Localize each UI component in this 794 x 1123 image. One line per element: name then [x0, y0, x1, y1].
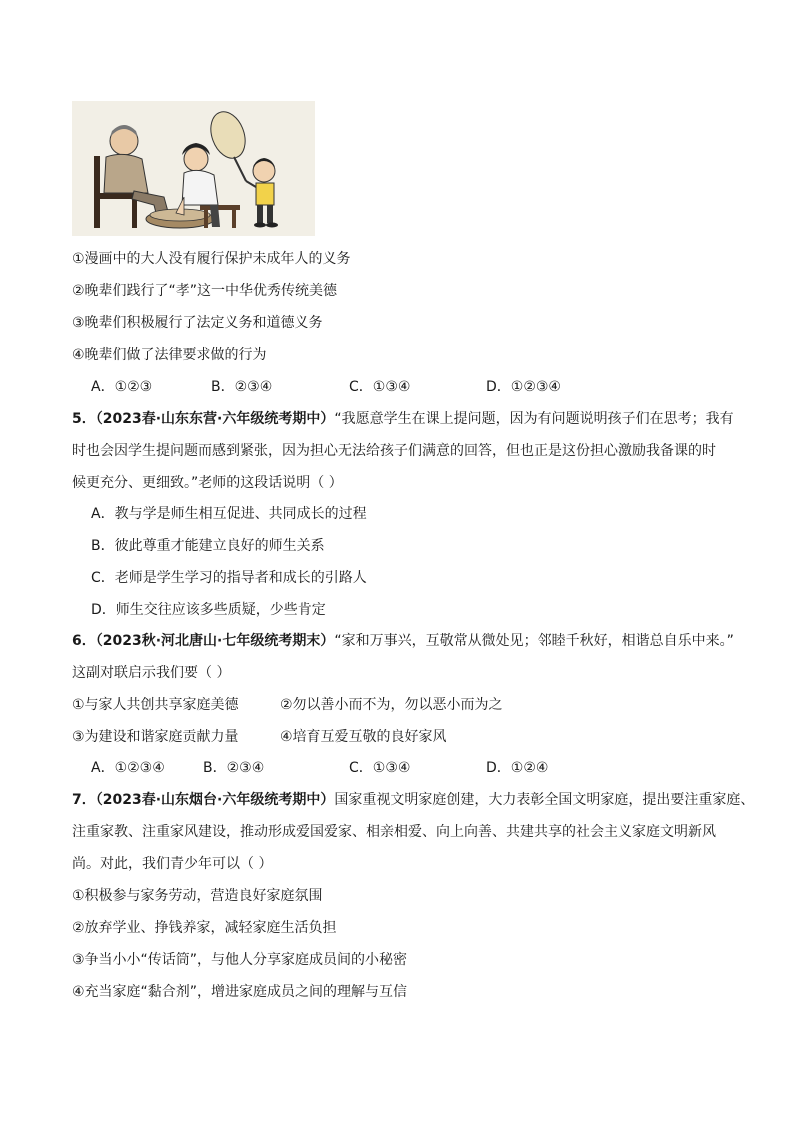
q7-statement-3: ③争当小小“传话筒”，与他人分享家庭成员间的小秘密 — [72, 952, 408, 968]
q5-stem-line-1 — [72, 409, 732, 429]
q4-option-a[interactable]: A．①②③ — [91, 379, 153, 395]
q4-option-c[interactable]: C．①③④ — [349, 379, 411, 395]
q6-statement-1: ①与家人共创共享家庭美德 — [72, 697, 239, 713]
q6-statements-row-1 — [72, 695, 732, 715]
q6-stem-line-2: 这副对联启示我们要（ ） — [72, 665, 231, 681]
q5-option-d[interactable]: D．师生交往应该多些质疑，少些肯定 — [91, 602, 326, 618]
q6-statement-2: ②勿以善小而不为，勿以恶小而为之 — [280, 697, 503, 713]
q4-statement-4: ④晚辈们做了法律要求做的行为 — [72, 347, 267, 363]
q5-number: 5． — [72, 411, 96, 427]
q7-source: （2023春·山东烟台·六年级统考期中） — [95, 792, 335, 808]
q7-statement-2: ②放弃学业、挣钱养家，减轻家庭生活负担 — [72, 920, 337, 936]
q5-stem-line-2: 时也会因学生提问题而感到紧张，因为担心无法给孩子们满意的回答，但也正是这份担心激励我备课的时 — [72, 443, 716, 459]
q5-source: （2023春·山东东营·六年级统考期中） — [95, 411, 335, 427]
q7-stem-line-2: 注重家教、注重家风建设，推动形成爱国爱家、相亲相爱、向上向善、共建共享的社会主义家庭文明新风 — [72, 824, 716, 840]
q6-option-b[interactable]: B．②③④ — [203, 760, 265, 776]
q6-statement-3: ③为建设和谐家庭贡献力量 — [72, 729, 239, 745]
q6-statement-4: ④培育互爱互敬的良好家风 — [280, 729, 447, 745]
q5-option-b[interactable]: B．彼此尊重才能建立良好的师生关系 — [91, 538, 325, 554]
q7-stem-text-1: 国家重视文明家庭创建，大力表彰全国文明家庭，提出要注重家庭、 — [334, 792, 755, 808]
q7-stem-line-3: 尚。对此，我们青少年可以（ ） — [72, 856, 273, 872]
q5-stem-line-3: 候更充分、更细致。”老师的这段话说明（ ） — [72, 475, 343, 491]
q4-statement-3: ③晚辈们积极履行了法定义务和道德义务 — [72, 315, 323, 331]
q4-option-b[interactable]: B．②③④ — [211, 379, 273, 395]
q6-option-d[interactable]: D．①②④ — [486, 760, 549, 776]
q6-stem-line-1 — [72, 631, 732, 651]
family-cartoon-illustration — [72, 101, 315, 236]
q6-option-c[interactable]: C．①③④ — [349, 760, 411, 776]
q6-options — [91, 758, 731, 778]
q4-option-d[interactable]: D．①②③④ — [486, 379, 561, 395]
q6-stem-text-1: “家和万事兴，互敬常从微处见；邻睦千秋好，相谐总自乐中来。” — [334, 633, 734, 649]
q4-statement-2: ②晚辈们践行了“孝”这一中华优秀传统美德 — [72, 283, 338, 299]
q7-stem-line-1 — [72, 790, 755, 810]
q7-statement-4: ④充当家庭“黏合剂”，增进家庭成员之间的理解与互信 — [72, 984, 408, 1000]
q4-options — [91, 377, 731, 397]
q5-option-a[interactable]: A．教与学是师生相互促进、共同成长的过程 — [91, 506, 367, 522]
q5-option-c[interactable]: C．老师是学生学习的指导者和成长的引路人 — [91, 570, 367, 586]
q7-statement-1: ①积极参与家务劳动，营造良好家庭氛围 — [72, 888, 323, 904]
cartoon-image — [72, 101, 315, 236]
q6-number: 6． — [72, 633, 96, 649]
q6-statements-row-2 — [72, 727, 732, 747]
q4-statement-1: ①漫画中的大人没有履行保护未成年人的义务 — [72, 251, 351, 267]
q6-source: （2023秋·河北唐山·七年级统考期末） — [95, 633, 335, 649]
q6-option-a[interactable]: A．①②③④ — [91, 760, 165, 776]
q5-stem-text-1: “我愿意学生在课上提问题，因为有问题说明孩子们在思考；我有 — [334, 411, 734, 427]
q7-number: 7． — [72, 792, 96, 808]
